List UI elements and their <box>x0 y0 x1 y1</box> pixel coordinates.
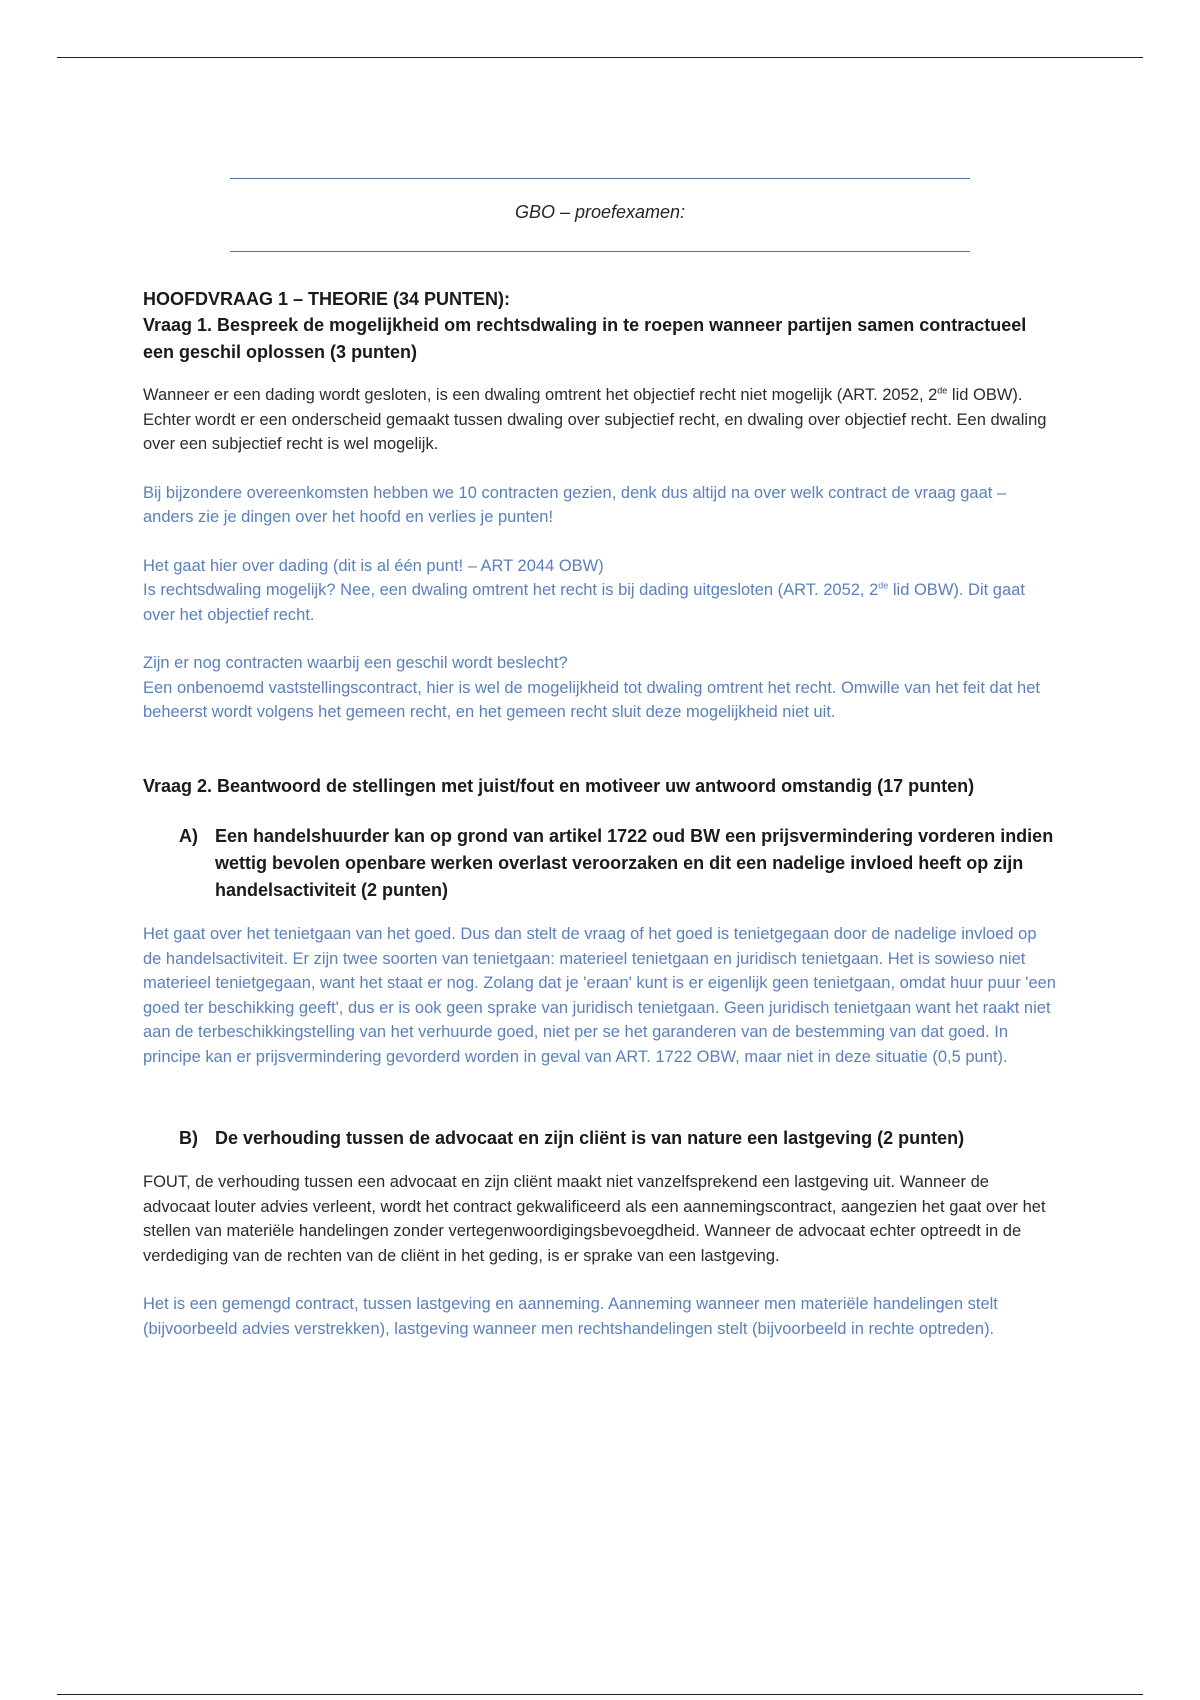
question-1-note-dading: Het gaat hier over dading (dit is al één punt! – ART 2044 OBW) <box>143 556 604 575</box>
question-1-note-contracts: Bij bijzondere overeenkomsten hebben we 10 contracten gezien, denk dus altijd na over welk contract de vraag gaat – anders zie je dingen over het hoofd en verlies je punten! <box>143 483 1007 526</box>
main-question-heading: HOOFDVRAAG 1 – THEORIE (34 PUNTEN): <box>143 289 511 309</box>
statement-b-text: De verhouding tussen de advocaat en zijn cliënt is van nature een lastgeving (2 punten) <box>215 1128 965 1148</box>
document-title: GBO – proefexamen: <box>514 202 686 222</box>
statement-a-answer: Het gaat over het tenietgaan van het goed. Dus dan stelt de vraag of het goed is tenietgegaan door de nadelige invloed op de handelsactiviteit. Er zijn twee soorten van tenietgaan: materieel tenietgaan en juridisch tenietgaan. Het is sowieso niet materieel tenietgegaan, want het staat er nog. Zolang dat je 'eraan' kunt is er eigenlijk geen tenietgaan, omdat huur puur 'een goed ter beschikking geeft', dus er is ook geen sprake van juridisch tenietgaan. Geen juridisch tenietgaan want het raakt niet aan de terbeschikkingstelling van het verhuurde goed, niet per se het garanderen van de bestemming van dat goed. In principe kan er prijsvermindering gevorderd worden in geval van ART. 1722 OBW, maar niet in deze situatie (0,5 punt). <box>143 925 1056 1066</box>
question-1-note-vaststelling: Een onbenoemd vaststellingscontract, hier is wel de mogelijkheid tot dwaling omtrent het recht. Omwille van het feit dat het beheerst wordt volgens het gemeen recht, en het gemeen recht sluit deze mogelijkheid niet uit. <box>143 678 1040 721</box>
page-top-rule <box>57 57 1143 58</box>
question-1-note-rechtsdwaling: Is rechtsdwaling mogelijk? Nee, een dwaling omtrent het recht is bij dading uitgesloten (ART. 2052, 2de lid OBW). Dit gaat over het objectief recht. <box>143 580 1025 624</box>
statement-a <box>143 823 1058 904</box>
statement-b-letter: B) <box>179 1128 198 1148</box>
question-1-heading: Vraag 1. Bespreek de mogelijkheid om rechtsdwaling in te roepen wanneer partijen samen contractueel een geschil oplossen (3 punten) <box>143 315 1027 362</box>
statement-b-note: Het is een gemengd contract, tussen lastgeving en aanneming. Aanneming wanneer men materiële handelingen stelt (bijvoorbeeld advies verstrekken), lastgeving wanneer men rechtshandelingen stelt (bijvoorbeeld in rechte optreden). <box>143 1295 998 1338</box>
page-bottom-rule <box>57 1694 1143 1695</box>
document-title-block <box>230 178 970 252</box>
statement-b-answer: FOUT, de verhouding tussen een advocaat en zijn cliënt maakt niet vanzelfsprekend een lastgeving uit. Wanneer de advocaat louter advies verleent, wordt het contract gekwalificeerd als een aannemingscontract, aangezien het gaat over het stellen van materiële handelingen zonder vertegenwoordigingsbevoegdheid. Wanneer de advocaat echter optreedt in de verdediging van de rechten van de cliënt in het geding, is er sprake van een lastgeving. <box>143 1173 1046 1265</box>
document-body <box>143 286 1058 1341</box>
question-1-note-question: Zijn er nog contracten waarbij een geschil wordt beslecht? <box>143 654 568 672</box>
statement-a-text: Een handelshuurder kan op grond van artikel 1722 oud BW een prijsvermindering vorderen indien wettig bevolen openbare werken overlast veroorzaken en dit een nadelige invloed heeft op zijn handelsactiviteit (2 punten) <box>215 826 1054 900</box>
statement-b <box>143 1125 1058 1152</box>
question-2-heading: Vraag 2. Beantwoord de stellingen met juist/fout en motiveer uw antwoord omstandig (17 punten) <box>143 775 975 796</box>
question-1-answer: Wanneer er een dading wordt gesloten, is een dwaling omtrent het objectief recht niet mogelijk (ART. 2052, 2de lid OBW). Echter wordt er een onderscheid gemaakt tussen dwaling over subjectief recht, en dwaling over objectief recht. Een dwaling over een subjectief recht is wel mogelijk. <box>143 385 1047 453</box>
statement-a-letter: A) <box>179 826 198 846</box>
